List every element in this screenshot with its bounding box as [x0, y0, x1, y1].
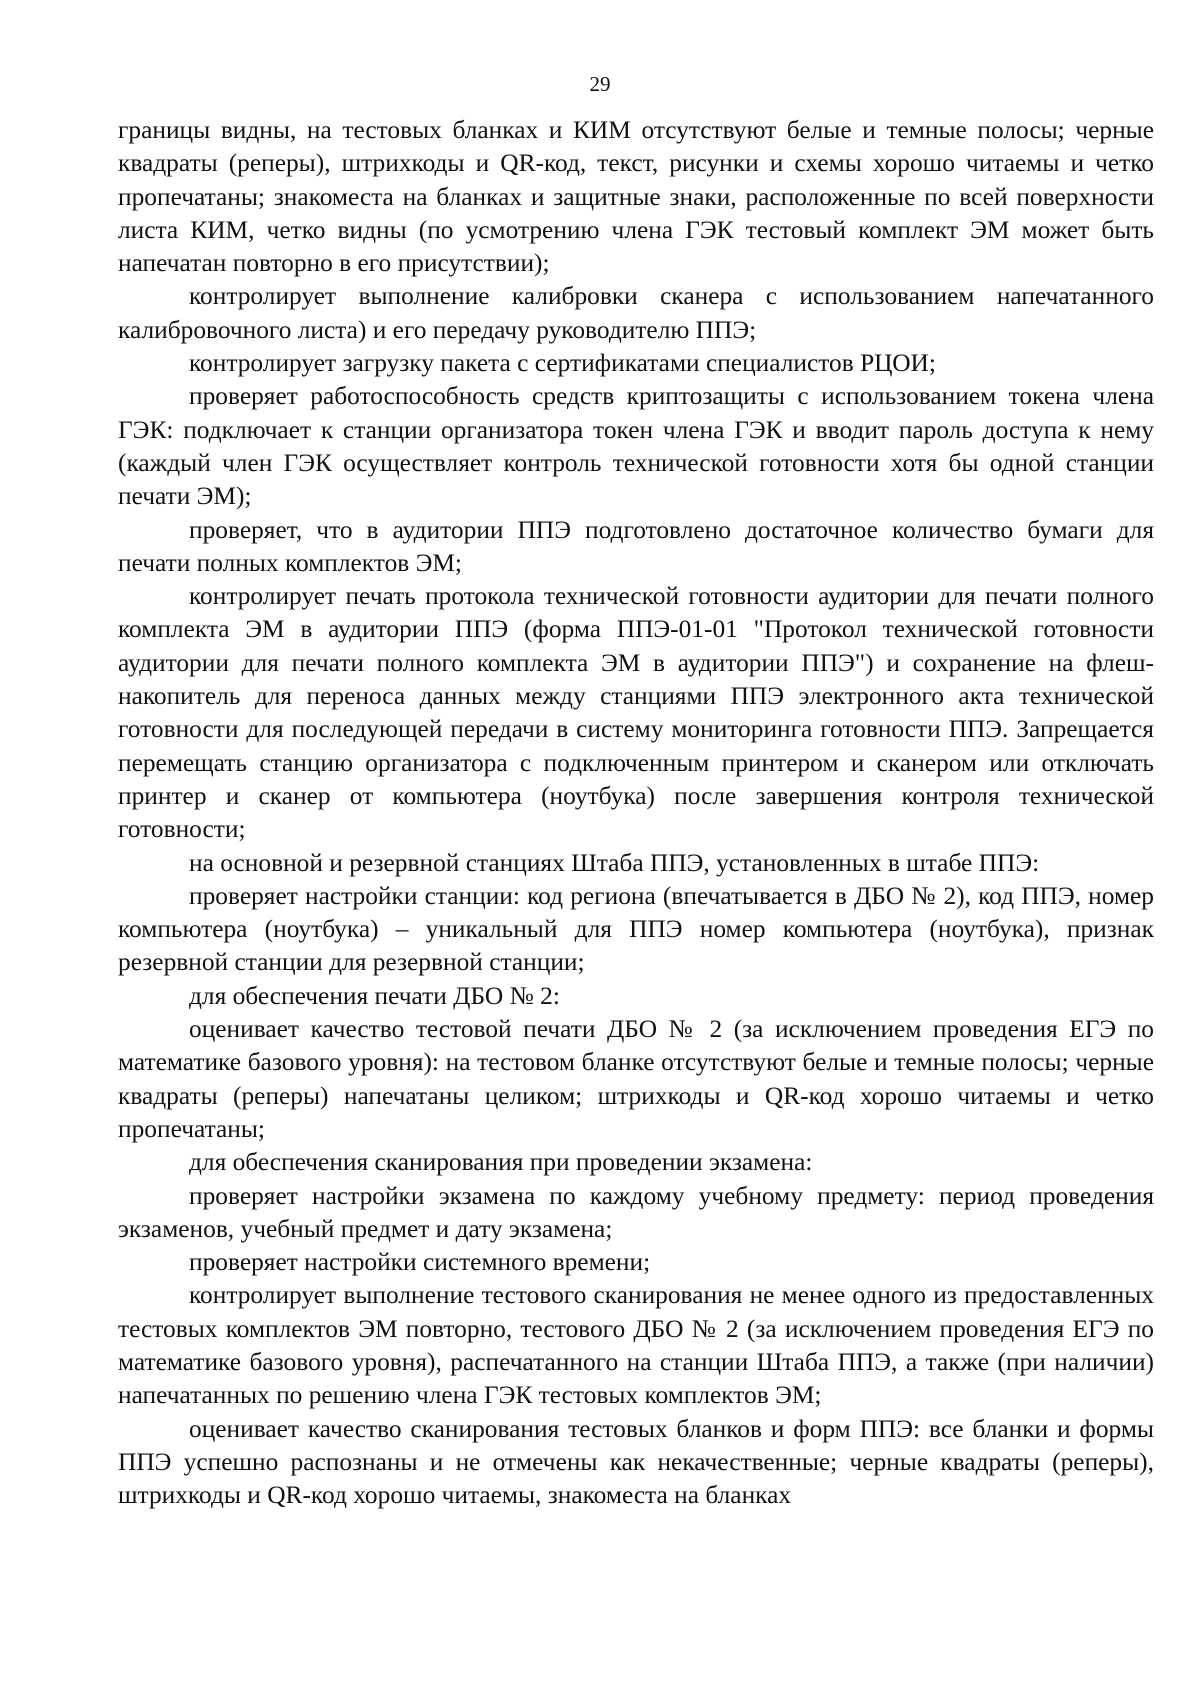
paragraph: контролирует выполнение калибровки сканера с использованием напечатанного калибровочного листа) и его передачу руководителю ППЭ;: [118, 282, 1154, 344]
paragraph: проверяет настройки системного времени;: [189, 1248, 651, 1277]
paragraph: для обеспечения сканирования при проведении экзамена:: [189, 1148, 813, 1177]
paragraph: оценивает качество сканирования тестовых бланков и форм ППЭ: все бланки и формы ППЭ успешно распознаны и не отмечены как некачественные; черные квадраты (реперы), штрихкоды и QR-код хорошо читаемы, знакоместа на бланках: [118, 1414, 1154, 1510]
paragraph: оценивает качество тестовой печати ДБО № 2 (за исключением проведения ЕГЭ по математике базового уровня): на тестовом бланке отсутствуют белые и темные полосы; черные квадраты (реперы) напечатаны целиком; штрихкоды и QR-код хорошо читаемы и четко пропечатаны;: [118, 1015, 1154, 1143]
paragraph: проверяет настройки станции: код региона (впечатывается в ДБО № 2), код ППЭ, номер компьютера (ноутбука) – уникальный для ППЭ номер компьютера (ноутбука), признак резервной станции для резервной станции;: [118, 881, 1154, 977]
paragraph: проверяет работоспособность средств криптозащиты с использованием токена члена ГЭК: подключает к станции организатора токен члена ГЭК и вводит пароль доступа к нему (каждый член ГЭК осуществляет контроль технической готовности хотя бы одной станции печати ЭМ);: [118, 382, 1154, 511]
paragraph: контролирует выполнение тестового сканирования не менее одного из предоставленных тестовых комплектов ЭМ повторно, тестового ДБО № 2 (за исключением проведения ЕГЭ по математике базового уровня), распечатанного на станции Штаба ППЭ, а также (при наличии) напечатанных по решению члена ГЭК тестовых комплектов ЭМ;: [118, 1281, 1154, 1410]
paragraph-continuation: границы видны, на тестовых бланках и КИМ отсутствуют белые и темные полосы; черные квадраты (реперы), штрихкоды и QR-код, текст, рисунки и схемы хорошо читаемы и четко пропечатаны; знакоместа на бланках и защитные знаки, расположенные по всей поверхности листа КИМ, четко видны (по усмотрению члена ГЭК тестовый комплект ЭМ может быть напечатан повторно в его присутствии);: [118, 116, 1154, 278]
paragraph: проверяет настройки экзамена по каждому учебному предмету: период проведения экзаменов, учебный предмет и дату экзамена;: [118, 1181, 1154, 1243]
paragraph: контролирует загрузку пакета с сертификатами специалистов РЦОИ;: [189, 349, 936, 378]
paragraph: контролирует печать протокола технической готовности аудитории для печати полного комплекта ЭМ в аудитории ППЭ (форма ППЭ-01-01 "Протокол технической готовности аудитории для печати полного комплекта ЭМ в аудитории ППЭ") и сохранение на флеш-накопитель для переноса данных между станциями ППЭ электронного акта технической готовности для последующей передачи в систему мониторинга готовности ППЭ. Запрещается перемещать станцию организатора с подключенным принтером и сканером или отключать принтер и сканер от компьютера (ноутбука) после завершения контроля технической готовности;: [118, 582, 1154, 844]
paragraph: для обеспечения печати ДБО № 2:: [189, 981, 560, 1010]
page-number: 29: [589, 72, 611, 96]
paragraph: на основной и резервной станциях Штаба ППЭ, установленных в штабе ППЭ:: [189, 848, 1040, 877]
document-body: [118, 114, 1154, 1512]
paragraph: проверяет, что в аудитории ППЭ подготовлено достаточное количество бумаги для печати полных комплектов ЭМ;: [118, 515, 1154, 577]
